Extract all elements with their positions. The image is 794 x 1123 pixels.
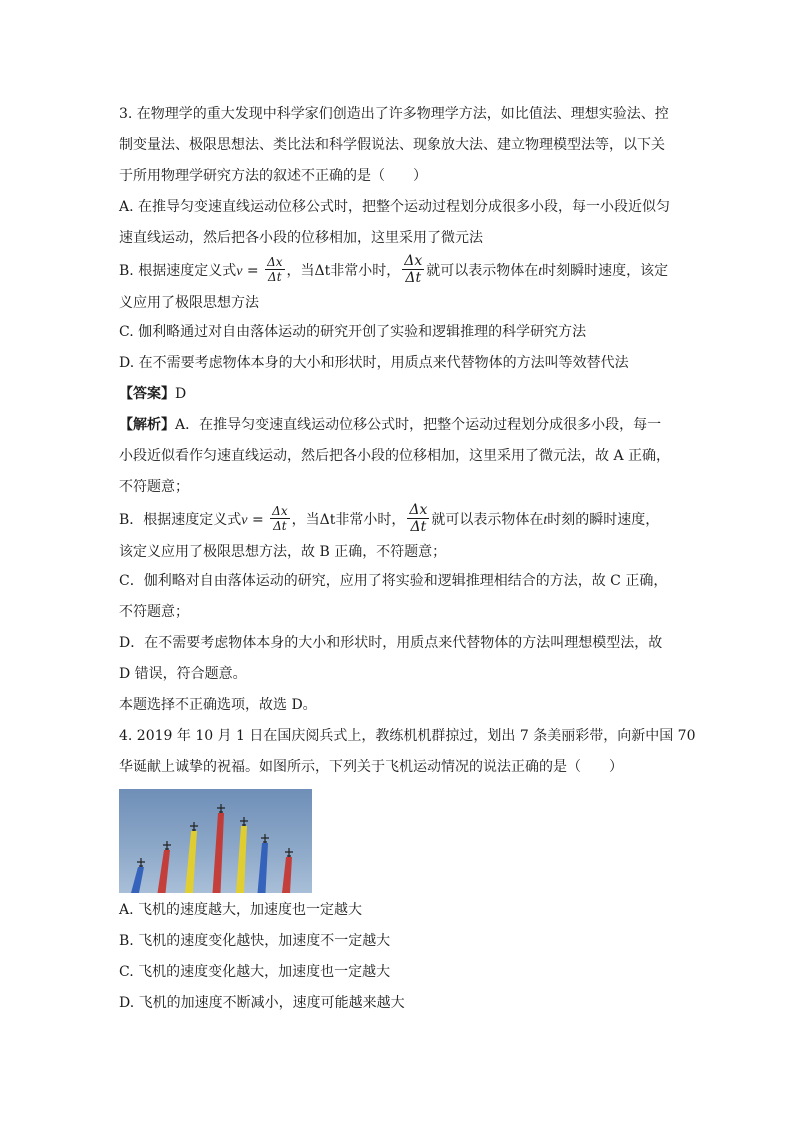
- fraction-denominator: Δt: [273, 518, 287, 533]
- q3-option-d-line: D. 在不需要考虑物体本身的大小和形状时，用质点来代替物体的方法叫等效替代法: [119, 355, 629, 371]
- q3-analysis-d-line-2: D 错误，符合题意。: [119, 666, 247, 682]
- q3-analysis-b-text-3: 就可以表示物体在: [431, 512, 544, 528]
- q3-analysis-d: [119, 628, 679, 690]
- velocity-symbol: v: [236, 264, 243, 279]
- q3-analysis-b-text-4: 时刻的瞬时速度，: [547, 512, 660, 528]
- q4-stem-line-1: 4. 2019 年 10 月 1 日在国庆阅兵式上，教练机机群掠过，划出 7 条美丽彩带，向新中国 70: [119, 728, 696, 744]
- equals-sign: =: [247, 512, 269, 528]
- q3-option-b-prefix: B. 根据速度定义式: [119, 263, 237, 279]
- q3-answer: [119, 379, 679, 410]
- fraction-denominator: Δt: [410, 518, 427, 535]
- fraction-numerator: Δx: [272, 503, 288, 518]
- q3-option-b-text-1: ，当: [286, 263, 315, 279]
- q3-option-b-text-3: 就可以表示物体在: [426, 263, 539, 279]
- dx-over-dt-fraction-large: [402, 253, 424, 286]
- dx-over-dt-fraction: [265, 255, 284, 284]
- q4-stem-line-2: 华诞献上诚挚的祝福。如图所示，下列关于飞机运动情况的说法正确的是（ ）: [119, 759, 623, 775]
- answer-value: D: [175, 386, 187, 402]
- analysis-tag: 【解析】: [119, 417, 175, 433]
- q3-analysis-c-line-1: C．伽利略对自由落体运动的研究，应用了将实验和逻辑推理相结合的方法，故 C 正确，: [119, 573, 668, 589]
- q3-analysis-b-text-2: 非常小时，: [335, 512, 406, 528]
- q4-option-a: A. 飞机的速度越大，加速度也一定越大: [119, 902, 363, 918]
- fraction-denominator: Δt: [268, 269, 282, 284]
- q3-analysis-b-prefix: B．根据速度定义式: [119, 512, 242, 528]
- equals-sign: =: [242, 263, 264, 279]
- q3-conclusion-line: 本题选择不正确选项，故选 D。: [119, 697, 317, 713]
- q4-options: [119, 895, 679, 1019]
- q4-option-b: B. 飞机的速度变化越快，加速度不一定越大: [119, 933, 391, 949]
- q3-option-a-line-1: A. 在推导匀变速直线运动位移公式时，把整个运动过程划分成很多小段，每一小段近似匀: [119, 199, 671, 215]
- time-symbol: t: [543, 513, 548, 528]
- q3-analysis-a-text-1: A．在推导匀变速直线运动位移公式时，把整个运动过程划分成很多小段，每一: [175, 417, 662, 433]
- q3-option-a-line-2: 速直线运动，然后把各小段的位移相加，这里采用了微元法: [119, 230, 483, 246]
- time-symbol: t: [538, 264, 543, 279]
- q3-analysis-a-line-1: [119, 410, 679, 441]
- fraction-numerator: Δx: [267, 254, 283, 269]
- q3-option-b: [119, 254, 679, 317]
- q3-analysis-d-line-1: D．在不需要考虑物体本身的大小和形状时，用质点来代替物体的方法叫理想模型法，故: [119, 635, 663, 651]
- q4-option-c: C. 飞机的速度变化越大，加速度也一定越大: [119, 964, 391, 980]
- q3-stem-line-3: 于所用物理学研究方法的叙述不正确的是（ ）: [119, 168, 427, 184]
- q3-analysis-a: [119, 410, 679, 503]
- answer-tag: 【答案】: [119, 386, 175, 402]
- q3-analysis-b-line-1: [119, 503, 679, 538]
- q3-analysis-a-line-3: 不符题意；: [119, 479, 189, 495]
- document-page: [119, 99, 696, 1019]
- q4-option-d: D. 飞机的加速度不断减小，速度可能越来越大: [119, 995, 405, 1011]
- q3-stem-line-2: 制变量法、极限思想法、类比法和科学假说法、现象放大法、建立物理模型法等，以下关: [119, 137, 665, 153]
- q3-analysis-b-line-2: 该定义应用了极限思想方法，故 B 正确，不符题意；: [119, 544, 447, 560]
- delta-t-symbol: Δt: [319, 512, 336, 528]
- q3-analysis-b: [119, 503, 679, 566]
- q3-analysis-a-line-2: 小段近似看作匀速直线运动，然后把各小段的位移相加，这里采用了微元法，故 A 正确，: [119, 448, 671, 464]
- velocity-symbol: v: [241, 513, 248, 528]
- q3-analysis-b-text-1: ，当: [291, 512, 320, 528]
- q3-option-b-text-2: 非常小时，: [330, 263, 401, 279]
- q3-option-a: [119, 192, 679, 254]
- airshow-photo: [119, 789, 312, 893]
- fraction-denominator: Δt: [405, 269, 422, 286]
- q3-option-b-text-4: 时刻瞬时速度，该定: [542, 263, 669, 279]
- fraction-numerator: Δx: [404, 252, 423, 269]
- dx-over-dt-fraction-large: [407, 502, 429, 535]
- q3-analysis-c-line-2: 不符题意；: [119, 604, 189, 620]
- q3-option-c-line: C. 伽利略通过对自由落体运动的研究开创了实验和逻辑推理的科学研究方法: [119, 324, 587, 340]
- q3-stem-line-1: 3. 在物理学的重大发现中科学家们创造出了许多物理学方法，如比值法、理想实验法、控: [119, 106, 669, 122]
- q3-conclusion: [119, 690, 679, 721]
- q3-option-b-line-1: [119, 254, 679, 289]
- q4-stem: [119, 721, 696, 783]
- q3-option-c: [119, 317, 679, 348]
- q3-analysis-c: [119, 566, 679, 628]
- q3-option-b-line-2: 义应用了极限思想方法: [119, 295, 259, 311]
- delta-t-symbol: Δt: [314, 263, 331, 279]
- dx-over-dt-fraction: [270, 504, 289, 533]
- fraction-numerator: Δx: [409, 501, 428, 518]
- q3-stem: [119, 99, 679, 192]
- q3-option-d: [119, 348, 679, 379]
